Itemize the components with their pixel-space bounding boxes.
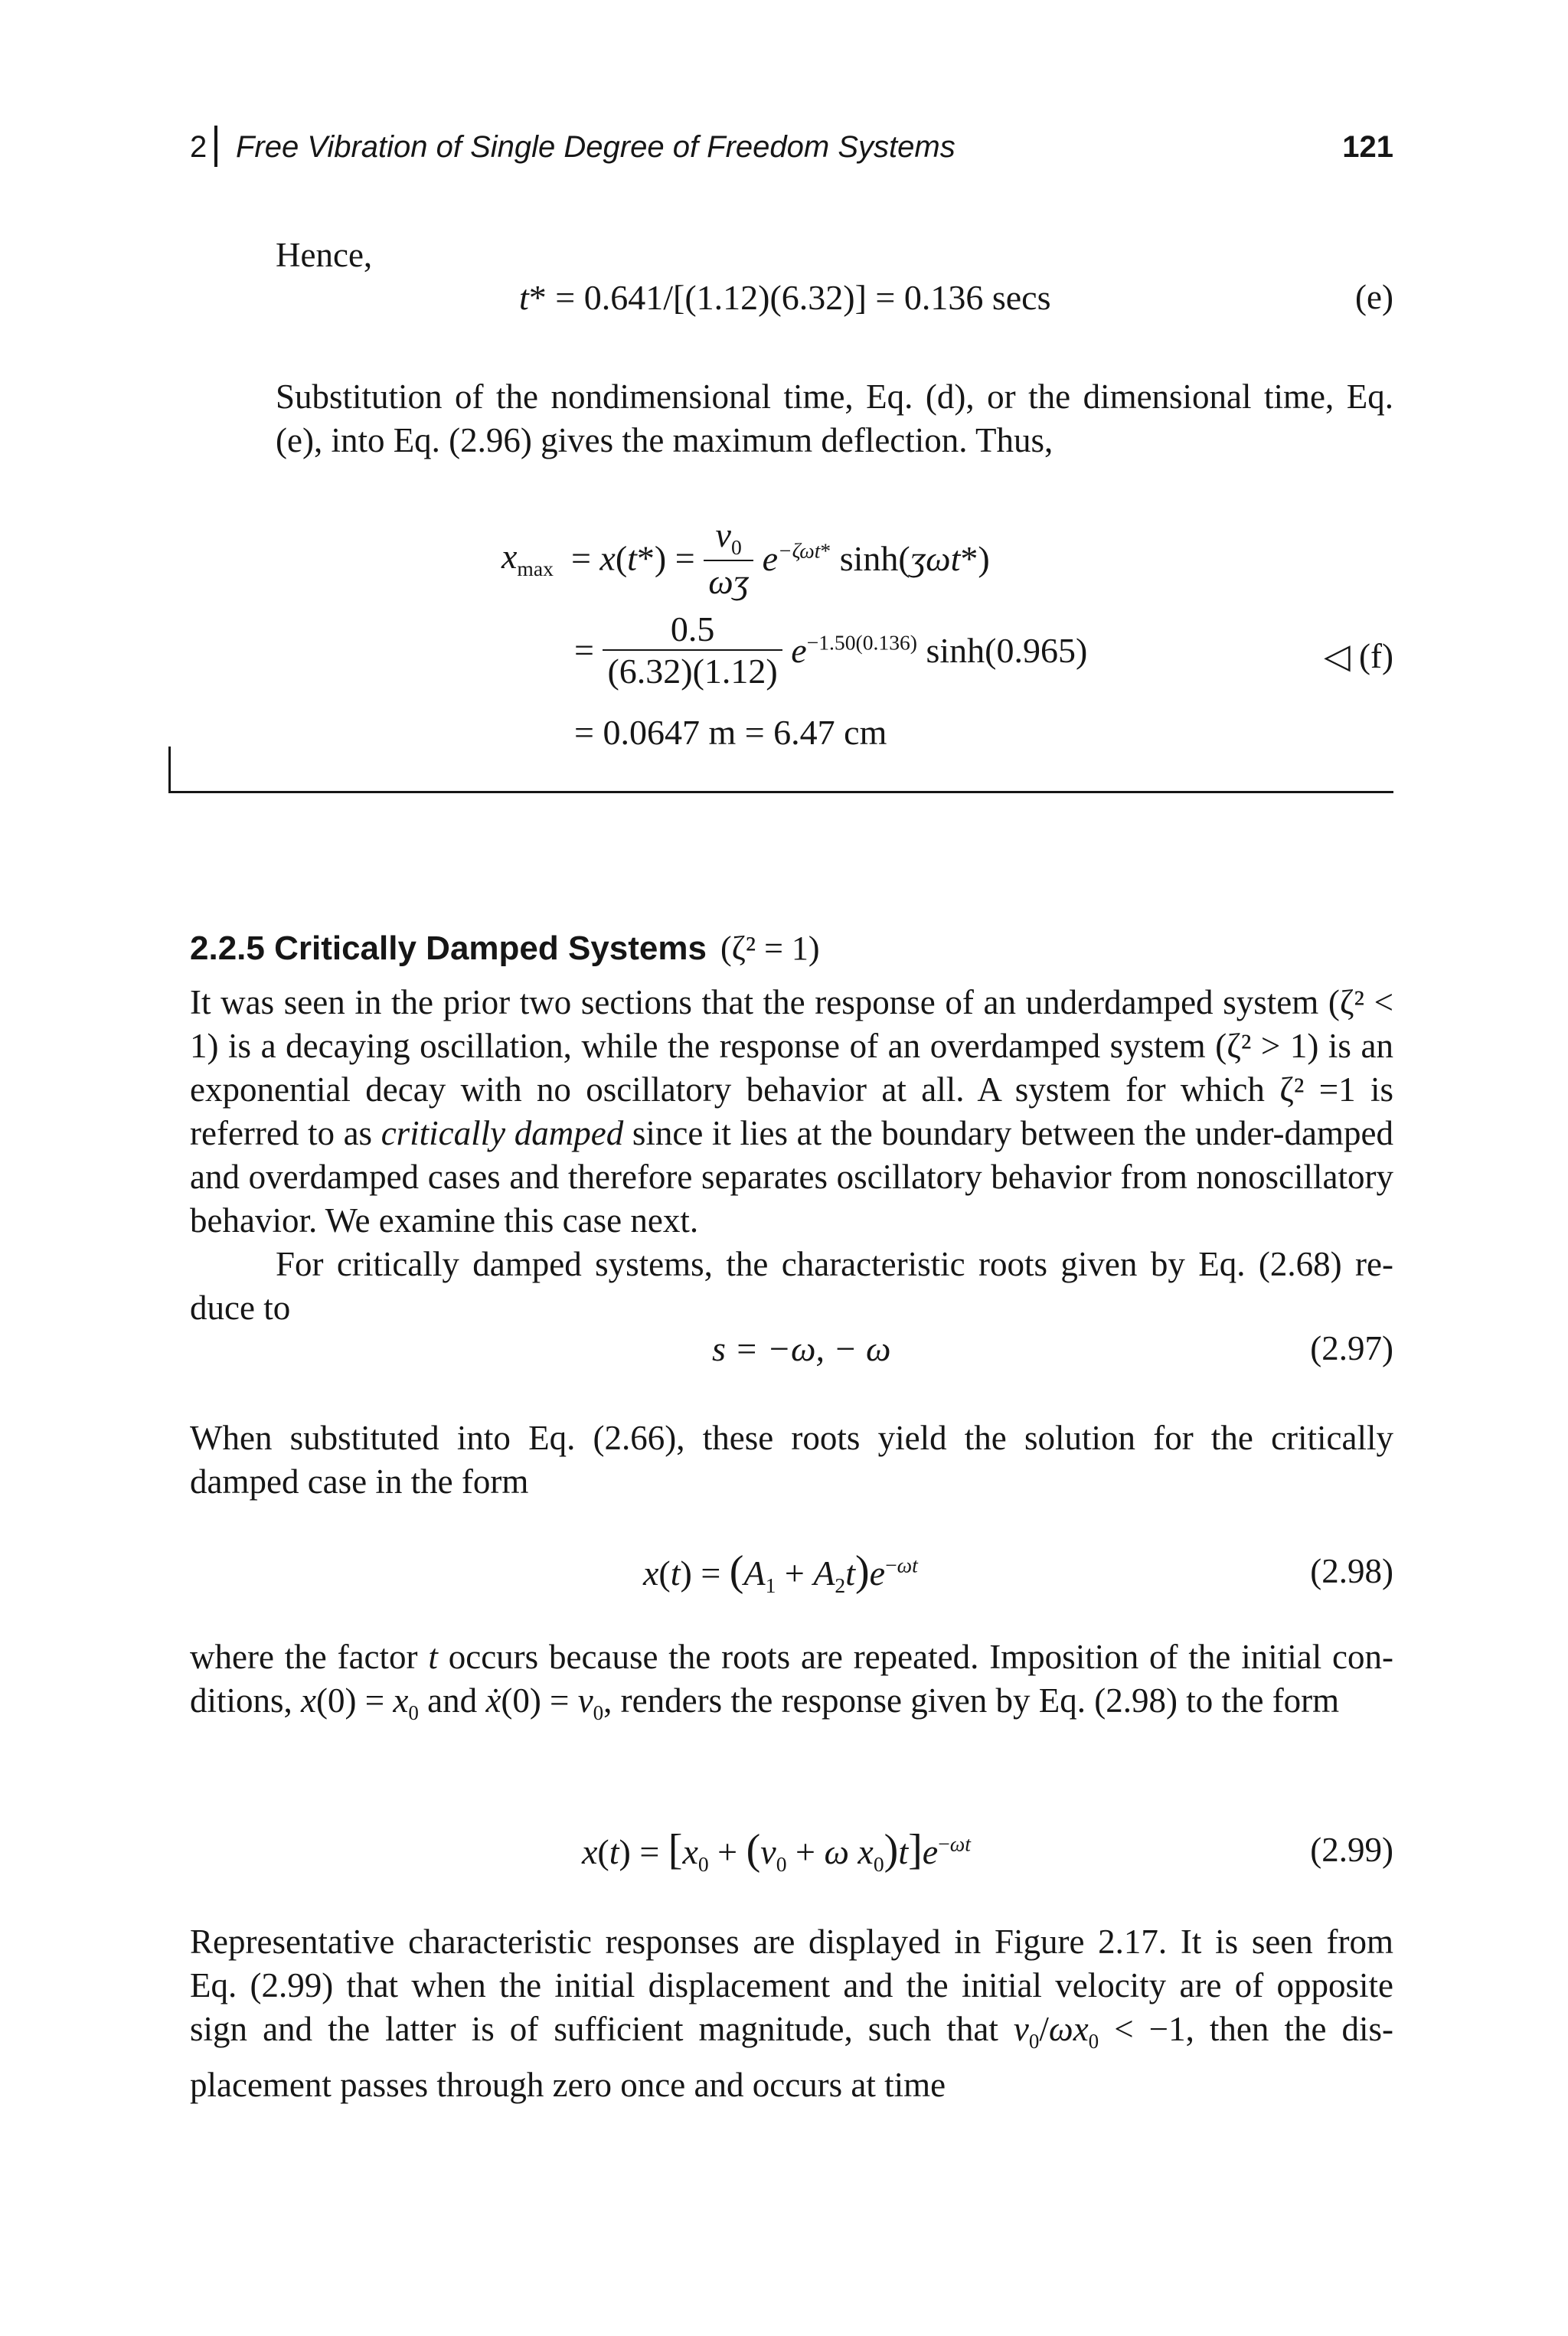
hence-text: Hence,	[276, 236, 373, 274]
section-title: 2.2.5 Critically Damped Systems	[190, 929, 707, 967]
inline-math: $v_0/\omega x_0 < -1$	[1013, 2010, 1186, 2053]
equation-f-line2: = $\frac{0.5}{(6.32)(1.12)}$ $e^{-1.50(0.136)}$ sinh(0.965)	[574, 609, 1088, 691]
example-end-bracket	[168, 747, 171, 792]
chapter-number: 2	[190, 130, 207, 164]
paragraph-text: , renders the response given by Eq. (2.98) to the form	[603, 1681, 1340, 1720]
equation-e-label: (e)	[1355, 278, 1393, 316]
italic-term: critically damped	[381, 1114, 624, 1152]
italic-variable: t	[428, 1638, 438, 1676]
equation-2-98-label: (2.98)	[1310, 1552, 1393, 1590]
paragraph-text: where the factor	[190, 1638, 429, 1676]
paragraph-text: occurs because the roots are repeated. Imposition of the initial con-ditions,	[190, 1638, 1393, 1720]
section-condition: (ζ² = 1)	[720, 929, 820, 967]
paragraph-text: For critically damped systems, the characteristic roots given by Eq. (2.68) re-duce to	[190, 1245, 1393, 1327]
chapter-title: Free Vibration of Single Degree of Freedom Systems	[236, 130, 956, 164]
paragraph	[190, 1635, 1393, 1735]
section-heading	[190, 929, 820, 968]
inline-math: $x(0) = x_0$	[301, 1681, 419, 1724]
paragraph-text: , then the dis-placement passes through zero once and occurs at time	[190, 2010, 1393, 2104]
page-number: 121	[1342, 130, 1393, 164]
equation-f-line1: $x_{max} = x(t*)$ = $\frac{v_0}{\text{ωʒ}}$ $e^{-\zeta\omega t*}$ sinh(ʒωt*)	[501, 515, 990, 602]
equation-2-97-label: (2.97)	[1310, 1329, 1393, 1367]
paragraph	[190, 1416, 1393, 1504]
paragraph-text: It was seen in the prior two sections that the response of an underdamped system (ζ² < 1) is a decaying oscillation, while the response of an overdamped system (ζ² > 1) is an exponential decay with no oscillatory behavior at all. A system for which ζ² =1 is referred to as	[190, 983, 1393, 1152]
inline-math: ẋ(0) = $v_0$	[485, 1681, 604, 1724]
paragraph	[190, 1243, 1393, 1330]
equation-2-97: s = −ω, − ω	[712, 1329, 891, 1368]
paragraph-text: Substitution of the nondimensional time, Eq. (d), or the dimensional time, Eq. (e), into Eq. (2.96) gives the maximum deflection. Thus,	[276, 377, 1393, 459]
header-divider	[214, 126, 217, 167]
equation-e: t* = 0.641/[(1.12)(6.32)] = 0.136 secs	[519, 278, 1051, 317]
paragraph-text: since it lies at the boundary between the under-damped and overdamped cases and therefore separates oscillatory behavior from nonoscillatory behavior. We examine this case next.	[190, 1114, 1393, 1240]
running-header	[190, 130, 956, 165]
equation-f-line3: = 0.0647 m = 6.47 cm	[574, 713, 887, 752]
example-end-rule	[168, 791, 1393, 793]
equation-2-99-label: (2.99)	[1310, 1831, 1393, 1869]
paragraph-text: When substituted into Eq. (2.66), these roots yield the solution for the critically damped case in the form	[190, 1419, 1393, 1501]
paragraph	[190, 981, 1393, 1243]
paragraph-text: and	[418, 1681, 486, 1720]
equation-2-98: $x(t) = (A_1 + A_2t)e^{-\omega t}$	[643, 1547, 918, 1598]
paragraph-text: Representative characteristic responses are displayed in Figure 2.17. It is seen from Eq. (2.99) that when the initial displacement and the initial velocity are of opposite sign and the latter is of sufficient magnitude, such that	[190, 1923, 1393, 2048]
equation-f-label: ◁ (f)	[1324, 637, 1393, 675]
paragraph	[190, 1920, 1393, 2107]
equation-2-99: $x(t) = [x_0 + (v_0 + \omega$ $x_0)t]e^{-\omega t}$	[582, 1826, 971, 1877]
paragraph	[276, 375, 1393, 462]
